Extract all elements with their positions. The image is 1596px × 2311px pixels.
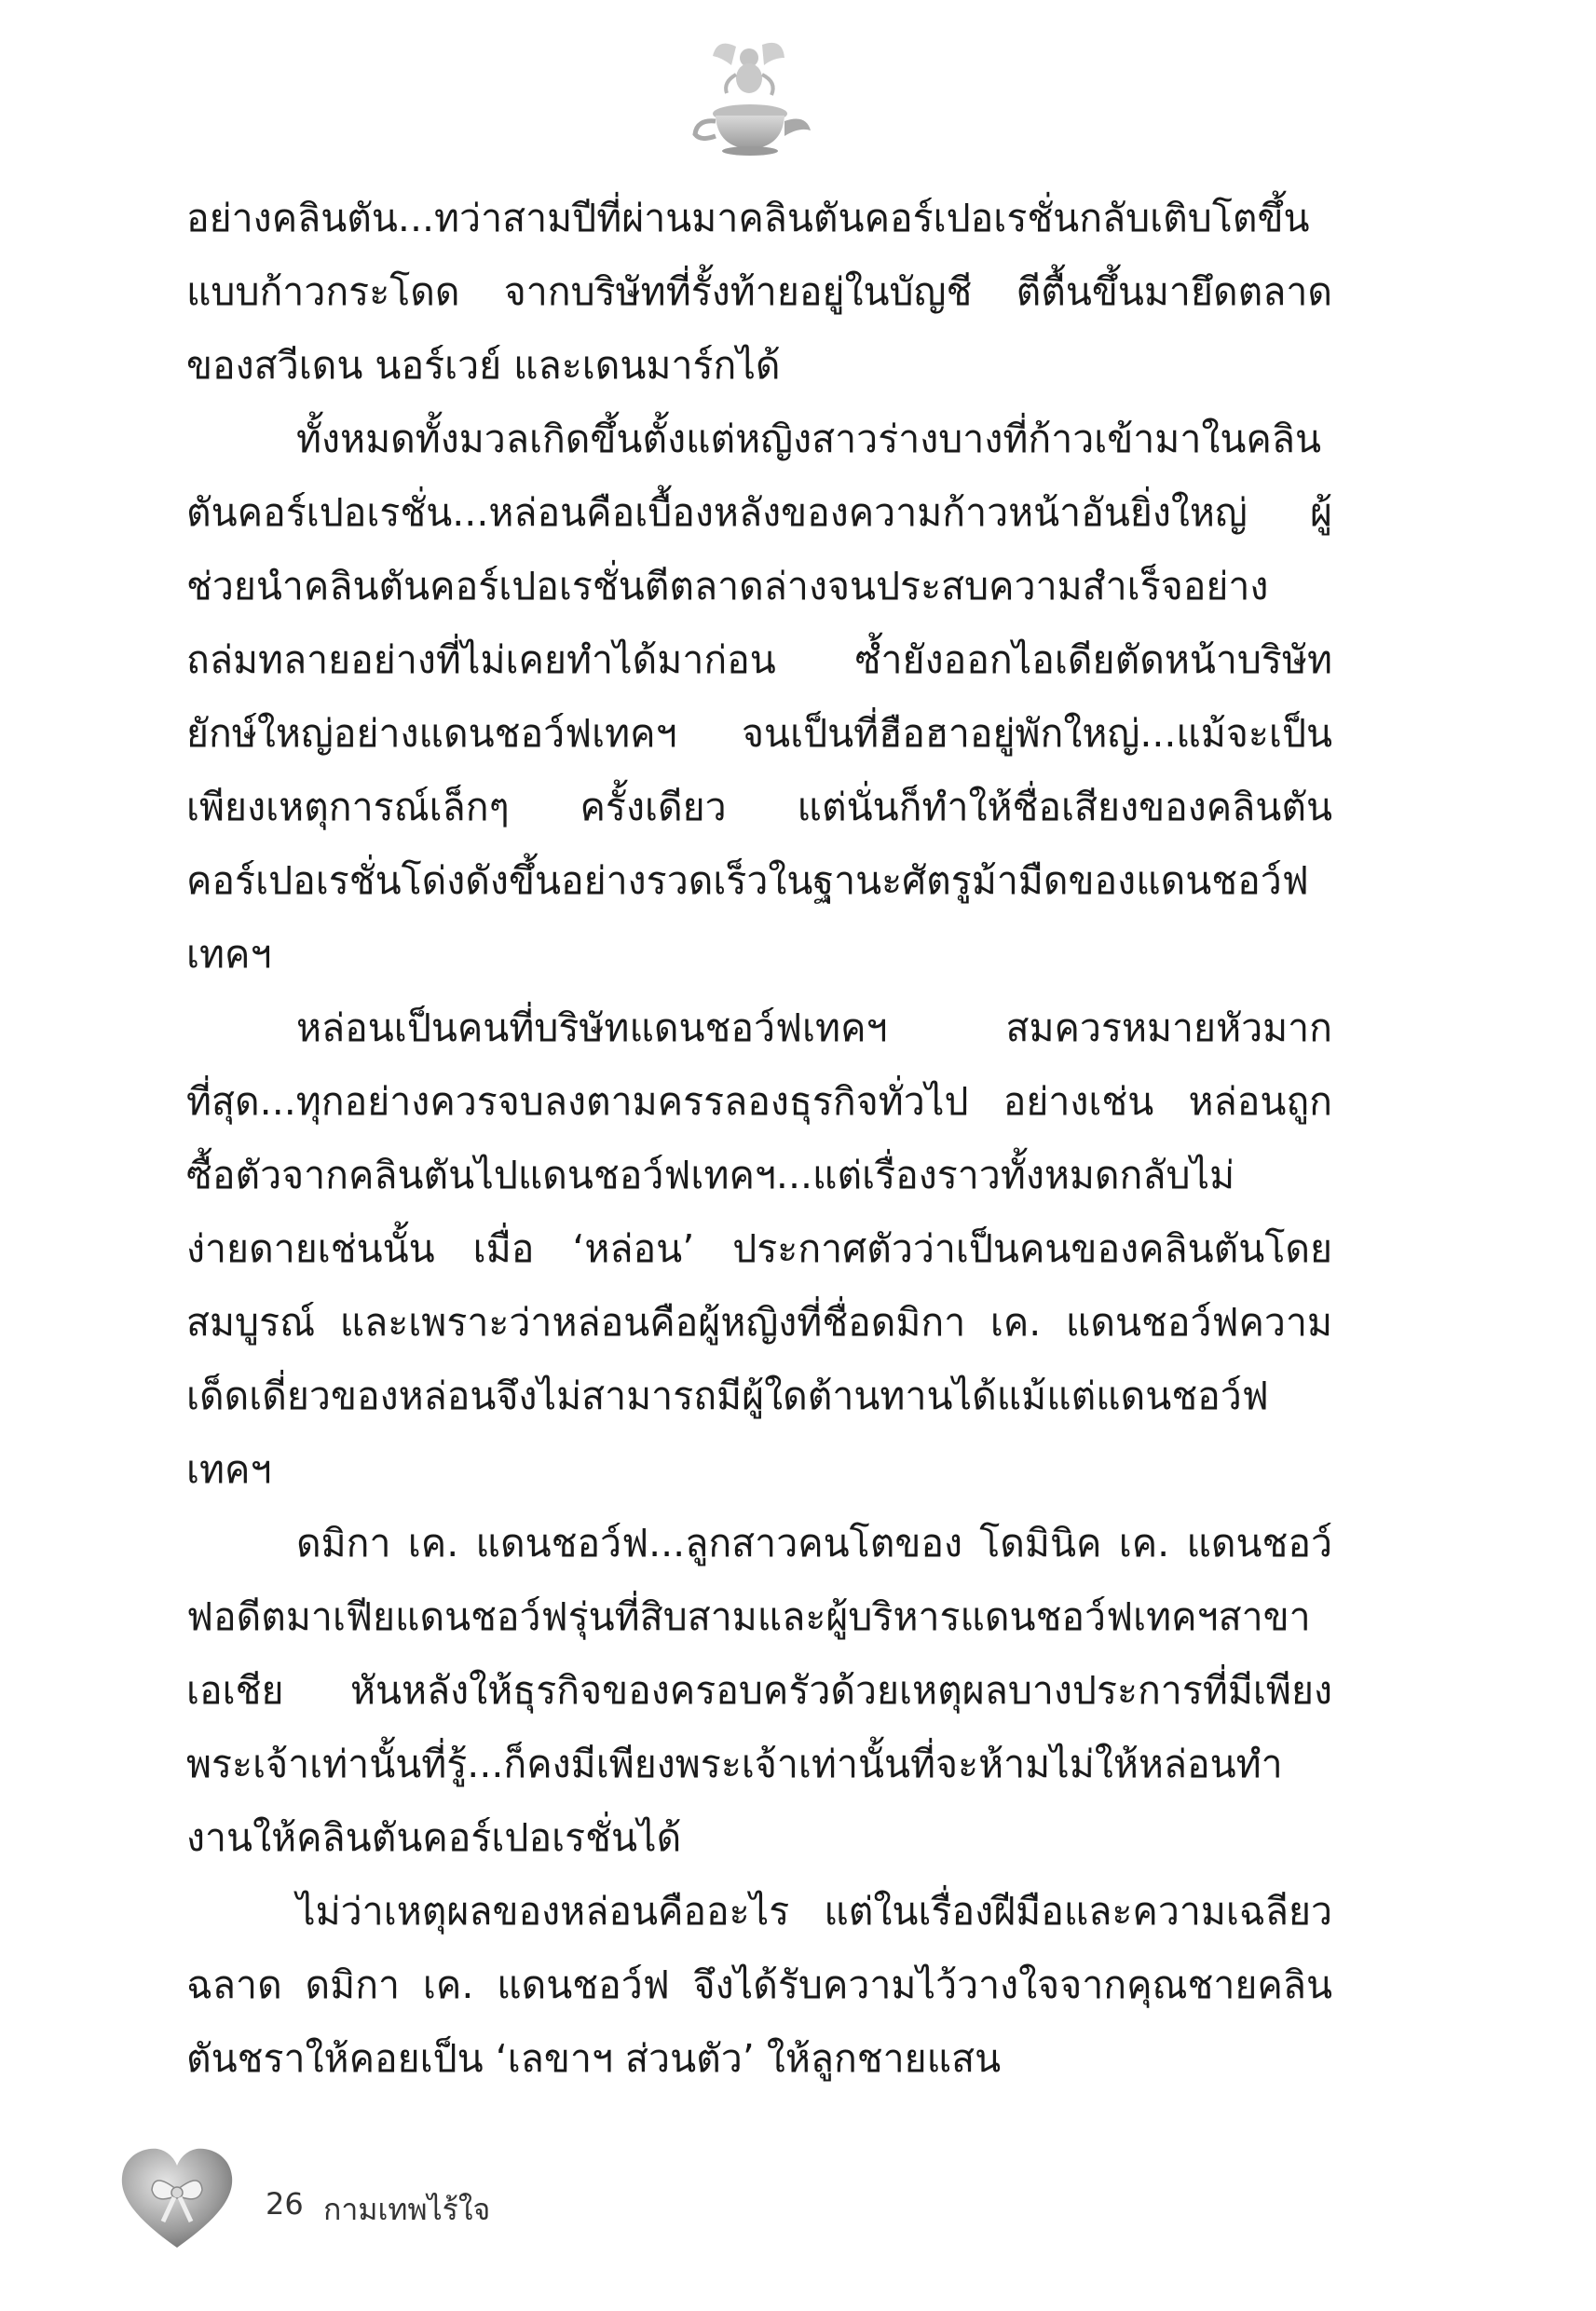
paragraph: หล่อนเป็นคนที่บริษัทแดนชอว์ฟเทคฯ สมควรหมายหัวมากที่สุด...ทุกอย่างควรจบลงตามครรลองธุรกิจทั่วไป อย่างเช่น หล่อนถูกซื้อตัวจากคลินตันไปแดนชอว์ฟเทคฯ...แต่เรื่องราวทั้งหมดกลับไม่ง่ายดายเช่นนั้น เมื่อ ‘หล่อน’ ประกาศตัวว่าเป็นคนของคลินตันโดยสมบูรณ์ และเพราะว่าหล่อนคือผู้หญิงที่ชื่อดมิกา เค. แดนชอว์ฟความเด็ดเดี่ยวของหล่อนจึงไม่สามารถมีผู้ใดต้านทานได้แม้แต่แดนชอว์ฟเทคฯ — [186, 1005, 1332, 1492]
paragraph: ไม่ว่าเหตุผลของหล่อนคืออะไร แต่ในเรื่องฝีมือและความเฉลียวฉลาด ดมิกา เค. แดนชอว์ฟ จึงได้รับความไว้วางใจจากคุณชายคลินตันชราให้คอยเป็น ‘เลขาฯ ส่วนตัว’ ให้ลูกชายแสน — [186, 1889, 1332, 2081]
paragraph: อย่างคลินตัน...ทว่าสามปีที่ผ่านมาคลินตันคอร์เปอเรชั่นกลับเติบโตขึ้นแบบก้าวกระโดด จากบริษัทที่รั้งท้ายอยู่ในบัญชี ตีตื้นขึ้นมายึดตลาดของสวีเดน นอร์เวย์ และเดนมาร์กได้ — [186, 196, 1332, 388]
paragraph: ดมิกา เค. แดนชอว์ฟ...ลูกสาวคนโตของ โดมินิค เค. แดนชอว์ฟอดีตมาเฟียแดนชอว์ฟรุ่นที่สิบสามและผู้บริหารแดนชอว์ฟเทคฯสาขาเอเชีย หันหลังให้ธุรกิจของครอบครัวด้วยเหตุผลบางประการที่มีเพียงพระเจ้าเท่านั้นที่รู้...ก็คงมีเพียงพระเจ้าเท่านั้นที่จะห้ามไม่ให้หล่อนทำงานให้คลินตันคอร์เปอเรชั่นได้ — [186, 1521, 1332, 1860]
gift-heart-icon — [116, 2143, 238, 2255]
cupid-teapot-ornament-icon — [680, 37, 820, 158]
paragraph: ทั้งหมดทั้งมวลเกิดขึ้นตั้งแต่หญิงสาวร่างบางที่ก้าวเข้ามาในคลินตันคอร์เปอเรชั่น...หล่อนคือเบื้องหลังของความก้าวหน้าอันยิ่งใหญ่ ผู้ช่วยนำคลินตันคอร์เปอเรชั่นตีตลาดล่างจนประสบความสำเร็จอย่างถล่มทลายอย่างที่ไม่เคยทำได้มาก่อน ซ้ำยังออกไอเดียตัดหน้าบริษัทยักษ์ใหญ่อย่างแดนชอว์ฟเทคฯ จนเป็นที่ฮือฮาอยู่พักใหญ่...แม้จะเป็นเพียงเหตุการณ์เล็กๆ ครั้งเดียว แต่นั่นก็ทำให้ชื่อเสียงของคลินตันคอร์เปอเรชั่นโด่งดังขึ้นอย่างรวดเร็วในฐานะศัตรูม้ามืดของแดนชอว์ฟเทคฯ — [186, 417, 1332, 977]
page-number: 26 — [266, 2186, 304, 2222]
book-title: กามเทพไร้ใจ — [323, 2192, 491, 2227]
page-footer — [116, 2143, 675, 2255]
body-text — [186, 182, 1332, 2096]
